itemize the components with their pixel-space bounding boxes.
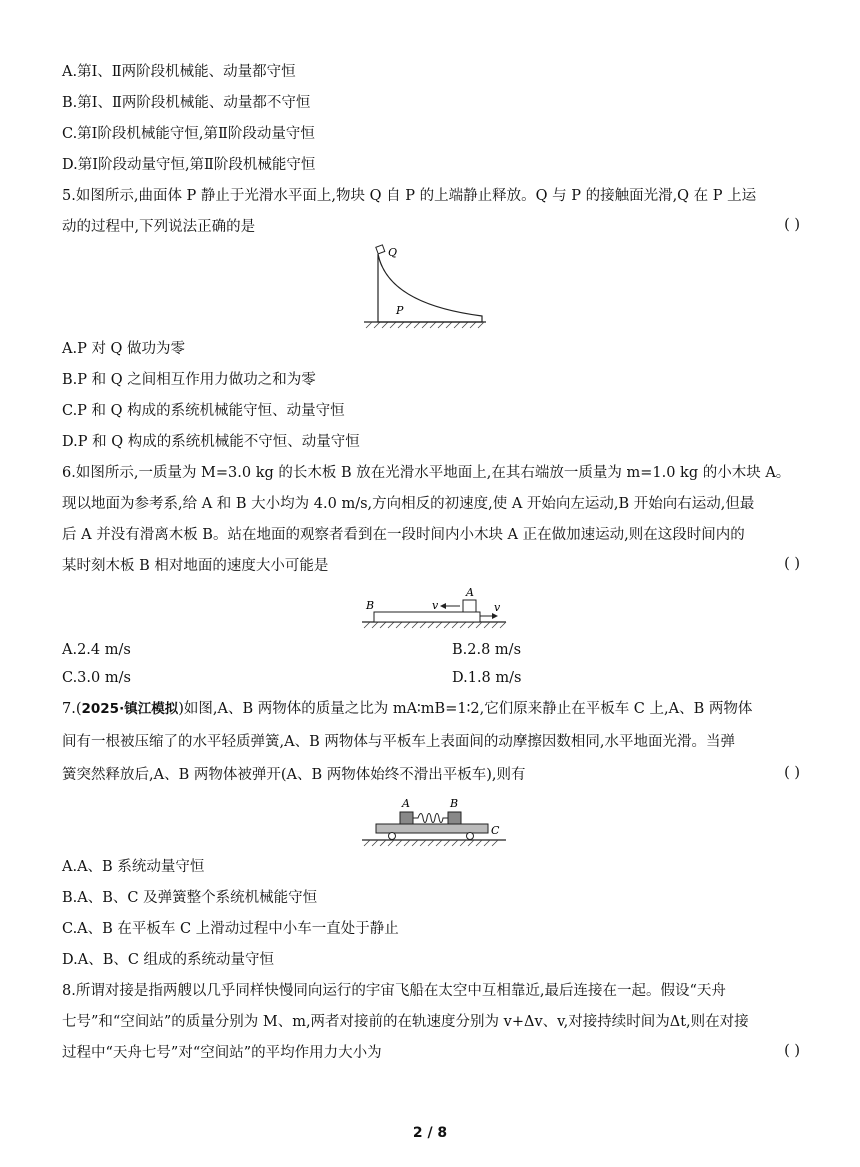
q6-stem-line4: 某时刻木板 B 相对地面的速度大小可能是 [62, 558, 329, 574]
q6-option-b: B.2.8 m/s [452, 642, 522, 658]
q5-option-d: D.P 和 Q 构成的系统机械能不守恒、动量守恒 [62, 434, 360, 450]
q5-label-p: P [396, 304, 404, 317]
q7-label-b: B [450, 797, 459, 810]
q6-label-v-right: v [494, 601, 501, 614]
q4-option-d: D.第Ⅰ阶段动量守恒,第Ⅱ阶段机械能守恒 [62, 157, 316, 173]
q7-stem-line1 [62, 699, 752, 719]
q5-stem-line1: 5.如图所示,曲面体 P 静止于光滑水平面上,物块 Q 自 P 的上端静止释放。Q 与 P 的接触面光滑,Q 在 P 上运 [62, 188, 757, 204]
q4-option-a: A.第Ⅰ、Ⅱ两阶段机械能、动量都守恒 [62, 64, 296, 80]
q7-option-d: D.A、B、C 组成的系统动量守恒 [62, 952, 275, 968]
q6-label-b: B [366, 599, 375, 612]
q6-label-v-left: v [432, 599, 439, 612]
q7-stem-line3: 簧突然释放后,A、B 两物体被弹开(A、B 两物体始终不滑出平板车),则有 [62, 767, 526, 783]
q7-stem-line2: 间有一根被压缩了的水平轻质弹簧,A、B 两物体与平板车上表面间的动摩擦因数相同,水平地面光滑。当弹 [62, 734, 735, 750]
q5-option-b: B.P 和 Q 之间相互作用力做功之和为零 [62, 372, 316, 388]
q5-label-q: Q [388, 246, 398, 259]
q7-cart-figure [360, 794, 510, 850]
q5-curved-body-figure [360, 242, 490, 332]
q5-option-c: C.P 和 Q 构成的系统机械能守恒、动量守恒 [62, 403, 345, 419]
q5-option-a: A.P 对 Q 做功为零 [62, 341, 186, 357]
q7-label-c: C [491, 824, 500, 837]
q6-option-d: D.1.8 m/s [452, 670, 522, 686]
q4-option-c: C.第Ⅰ阶段机械能守恒,第Ⅱ阶段动量守恒 [62, 126, 315, 142]
q6-label-a: A [466, 586, 474, 599]
q8-stem-line1: 8.所谓对接是指两艘以几乎同样快慢同向运行的宇宙飞船在太空中互相靠近,最后连接在一起。假设“天舟 [62, 983, 726, 999]
q7-answer-bracket: ( ) [784, 765, 800, 781]
q7-label-a: A [402, 797, 410, 810]
q7-source: 2025·镇江模拟 [81, 701, 179, 717]
q7-option-b: B.A、B、C 及弹簧整个系统机械能守恒 [62, 890, 318, 906]
q6-stem-line1: 6.如图所示,一质量为 M=3.0 kg 的长木板 B 放在光滑水平地面上,在其右端放一质量为 m=1.0 kg 的小木块 A。 [62, 465, 791, 481]
q4-option-b: B.第Ⅰ、Ⅱ两阶段机械能、动量都不守恒 [62, 95, 311, 111]
q8-stem-line2: 七号”和“空间站”的质量分别为 M、m,两者对接前的在轨速度分别为 v+Δv、v,对接持续时间为Δt,则在对接 [62, 1014, 749, 1030]
q5-stem-line2: 动的过程中,下列说法正确的是 [62, 219, 256, 235]
q7-option-c: C.A、B 在平板车 C 上滑动过程中小车一直处于静止 [62, 921, 399, 937]
q7-option-a: A.A、B 系统动量守恒 [62, 859, 205, 875]
q6-answer-bracket: ( ) [784, 556, 800, 572]
q6-option-c: C.3.0 m/s [62, 670, 131, 686]
q6-stem-line3: 后 A 并没有滑离木板 B。站在地面的观察者看到在一段时间内小木块 A 正在做加速运动,则在这段时间内的 [62, 527, 745, 543]
q6-board-figure [360, 582, 510, 632]
q8-stem-line3: 过程中“天舟七号”对“空间站”的平均作用力大小为 [62, 1045, 382, 1061]
q6-option-a: A.2.4 m/s [62, 642, 131, 658]
page-number: 2 / 8 [412, 1125, 448, 1141]
q7-stem-line1-rest: )如图,A、B 两物体的质量之比为 mA∶mB=1∶2,它们原来静止在平板车 C 上,A、B 两物体 [178, 701, 753, 717]
q6-stem-line2: 现以地面为参考系,给 A 和 B 大小均为 4.0 m/s,方向相反的初速度,使 A 开始向左运动,B 开始向右运动,但最 [62, 496, 755, 512]
q8-answer-bracket: ( ) [784, 1043, 800, 1059]
q7-prefix: 7.( [62, 701, 82, 717]
q5-answer-bracket: ( ) [784, 217, 800, 233]
